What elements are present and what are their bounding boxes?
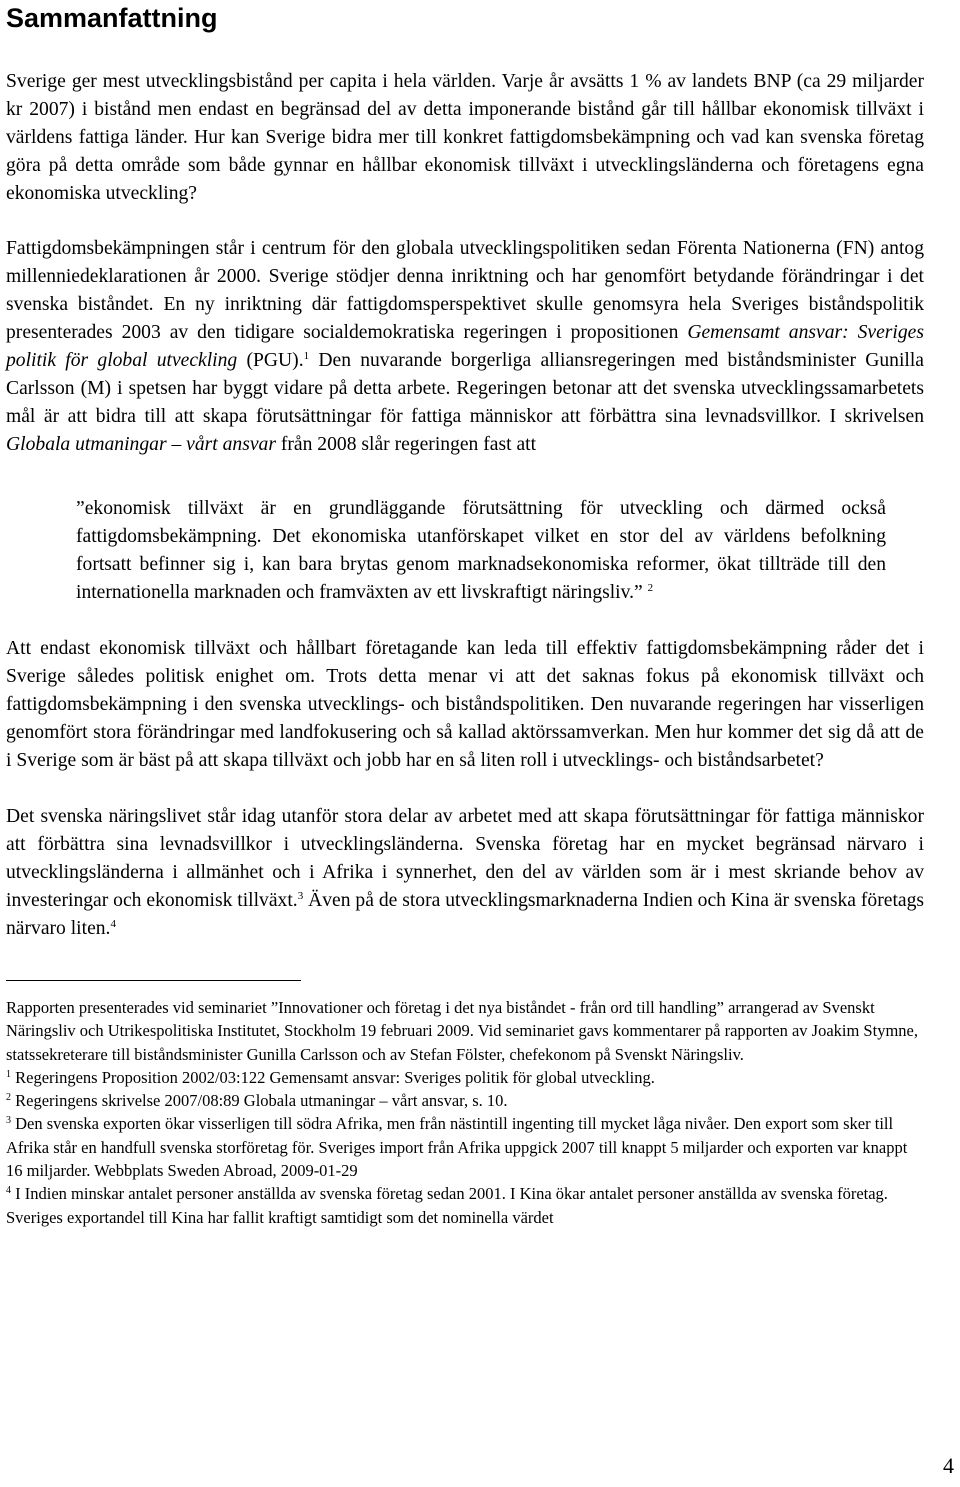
page-title: Sammanfattning: [6, 3, 218, 33]
footnote-mark: 1: [6, 1068, 11, 1080]
publication-title: Gemensamt ansvar: Sveriges politik för global utveckling: [6, 322, 924, 371]
paragraph-text: Det svenska näringslivet står idag utanför stora delar av arbetet med att skapa förutsättningar för fattiga människor att förbättra sina levnadsvillkor i utvecklingsländerna. Svenska företag har en mycket begränsad närvaro i utvecklingsländerna i allmänhet och i Afrika i synnerhet, den del av världen som är i mest skriande behov av investeringar och ekonomisk tillväxt.: [6, 806, 924, 911]
footnote-item: [6, 1182, 924, 1229]
footnote-text: I Indien minskar antalet personer anställda av svenska företag sedan 2001. I Kina ökar antalet personer anställda av svenska företag. Sveriges exportandel till Kina har fallit kraftigt samtidigt som det nominella värdet: [6, 1184, 888, 1227]
footnote-divider: [6, 980, 301, 981]
paragraph-poverty-policy: [6, 235, 924, 459]
footnote-item: [6, 1089, 924, 1112]
footnote-ref[interactable]: 2: [647, 582, 654, 594]
footnote-mark: 3: [6, 1115, 11, 1127]
paragraph-text: Fattigdomsbekämpningen står i centrum för den globala utvecklingspolitiken sedan Förenta Nationerna (FN) antog millenniedeklarationen år 2000. Sverige stödjer denna inriktning och har genomfört betydande förändringar i det svenska biståndet. En ny inriktning där fattigdomsperspektivet skulle genomsyra hela Sveriges biståndspolitik presenterades 2003 av den tidigare socialdemokratiska regeringen i propositionen: [6, 238, 924, 343]
footnote-item: [6, 1066, 924, 1089]
paragraph-business: [6, 803, 924, 943]
block-quote: [76, 495, 886, 607]
footnote-mark: 4: [6, 1185, 11, 1197]
page-number: 4: [943, 1453, 954, 1478]
paragraph-text: (PGU).: [237, 350, 304, 371]
document-page: [6, 0, 924, 1229]
paragraph-text: Även på de stora utvecklingsmarknaderna Indien och Kina är svenska företags närvaro liten.: [6, 890, 925, 939]
paragraph-growth: Att endast ekonomisk tillväxt och hållbart företagande kan leda till effektiv fattigdomsbekämpning råder det i Sverige således politisk enighet om. Trots detta menar vi att det saknas fokus på ekonomisk tillväxt och fattigdomsbekämpning i den svenska utvecklings- och biståndspolitiken. Den nuvarande regeringen har visserligen genomfört stora förändringar med landfokusering och så kallad aktörssamverkan. Men hur kommer det sig då att de i Sverige som är bäst på att skapa tillväxt och jobb har en så liten roll i utvecklings- och biståndsarbetet?: [6, 638, 924, 771]
quote-text: ”ekonomisk tillväxt är en grundläggande förutsättning för utveckling och därmed också fattigdomsbekämpning. Det ekonomiska utanförskapet vilket en stor del av världens befolkning fortsatt befinner sig i, kan bara brytas genom marknadsekonomiska reformer, ökat tillträde till den internationella marknaden och framväxten av ett livskraftigt näringsliv.”: [76, 498, 886, 603]
publication-title: Globala utmaningar – vårt ansvar: [6, 434, 276, 455]
footnotes: [6, 996, 924, 1229]
footnote-ref[interactable]: 4: [110, 918, 116, 930]
paragraph-text: från 2008 slår regeringen fast att: [275, 434, 537, 455]
footnote-text: Den svenska exporten ökar visserligen till södra Afrika, men från nästintill ingenting till mycket låga nivåer. Den export som sker till Afrika står en handfull svenska storföretag för. Sveriges import från Afrika uppgick 2007 till knappt 5 miljarder och exporten var knappt 16 miljarder. Webbplats Sweden Abroad, 2009-01-29: [6, 1114, 908, 1181]
paragraph-intro: Sverige ger mest utvecklingsbistånd per capita i hela världen. Varje år avsätts 1 % av landets BNP (ca 29 miljarder kr 2007) i bistånd men endast en begränsad del av detta imponerande bistånd går till hållbar ekonomisk tillväxt i världens fattiga länder. Hur kan Sverige bidra mer till konkret fattigdomsbekämpning och vad kan svenska företag göra på detta område som både gynnar en hållbar ekonomisk tillväxt i utvecklingsländerna och företagens egna ekonomiska utveckling?: [6, 71, 924, 204]
footnote-text: Regeringens Proposition 2002/03:122 Gemensamt ansvar: Sveriges politik för global utveckling.: [11, 1067, 655, 1087]
footnote-item: [6, 1112, 924, 1182]
footnote-intro: Rapporten presenterades vid seminariet ”Innovationer och företag i det nya biståndet - från ord till handling” arrangerad av Svenskt Näringsliv och Utrikespolitiska Institutet, Stockholm 19 februari 2009. Vid seminariet gavs kommentarer på rapporten av Joakim Stymne, statssekreterare till biståndsminister Gunilla Carlsson och av Stefan Fölster, chefekonom på Svenskt Näringsliv.: [6, 998, 918, 1064]
footnote-text: Regeringens skrivelse 2007/08:89 Globala utmaningar – vårt ansvar, s. 10.: [11, 1091, 508, 1111]
footnote-ref[interactable]: 1: [303, 350, 310, 362]
footnote-mark: 2: [6, 1092, 11, 1104]
paragraph-text: Den nuvarande borgerliga alliansregeringen med biståndsminister Gunilla Carlsson (M) i spetsen har byggt vidare på detta arbete. Regeringen betonar att det svenska utvecklingssamarbetets mål är att bidra till att skapa förutsättningar för fattiga människor att förbättra sina levnadsvillkor. I skrivelsen: [6, 350, 925, 427]
footnote-ref[interactable]: 3: [297, 890, 304, 902]
